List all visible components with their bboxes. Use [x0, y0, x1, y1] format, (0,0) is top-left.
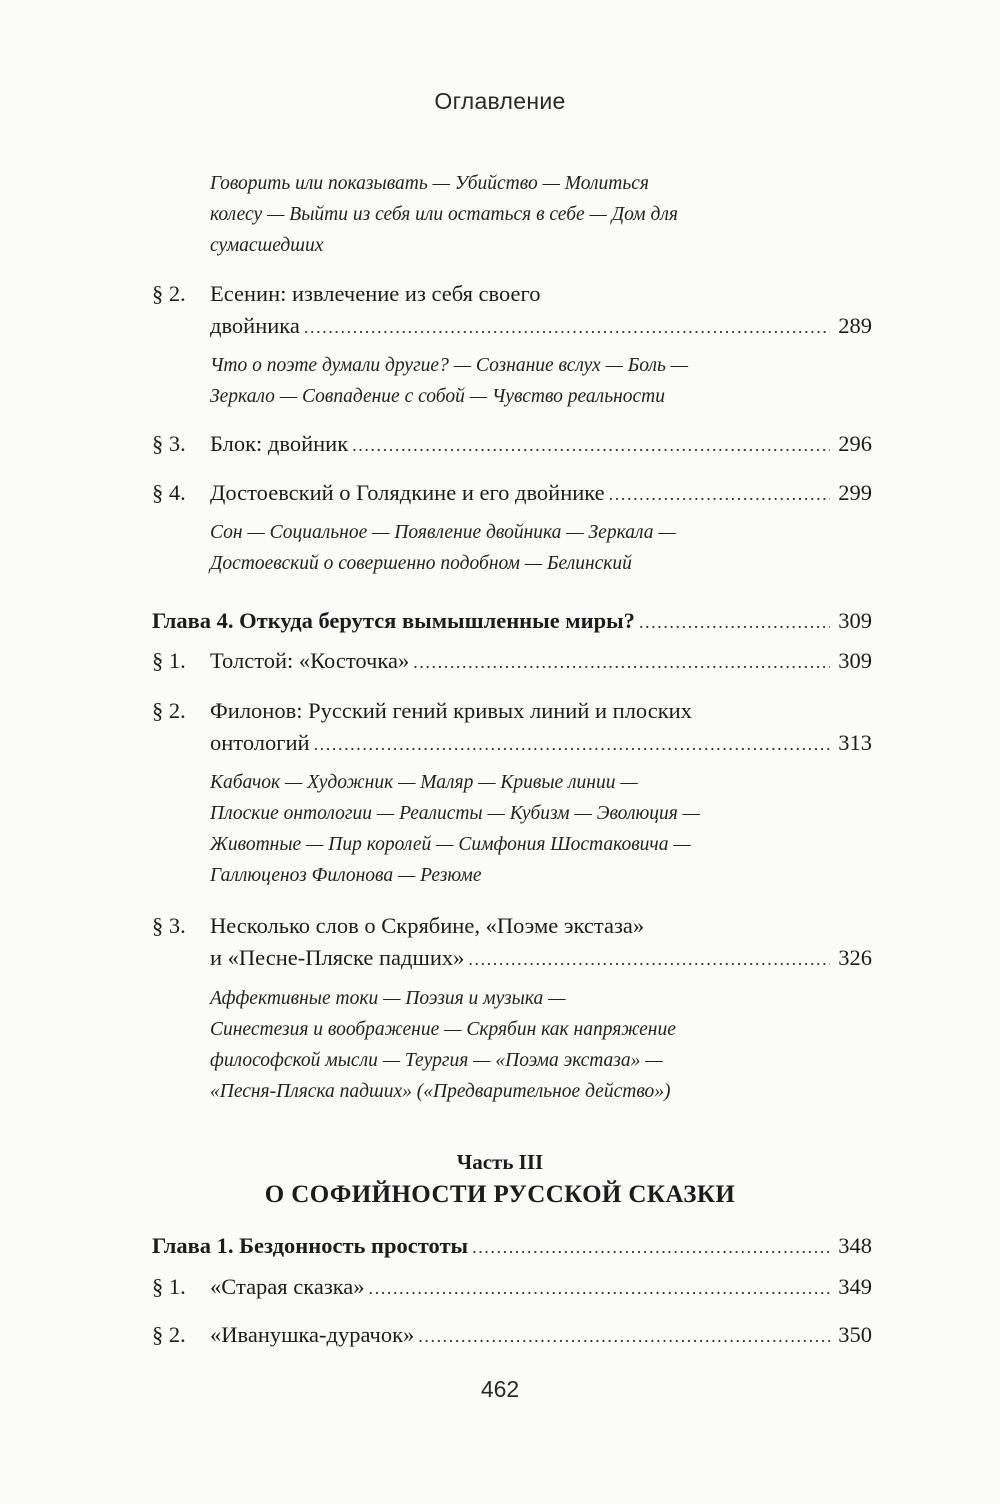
page-number: 349	[838, 1274, 872, 1299]
subtopic-line: колесу — Выйти из себя или остаться в себе — Дом для	[210, 204, 678, 225]
dot-leader	[369, 1272, 831, 1304]
subtopic-line: Что о поэте думали другие? — Сознание вслух — Боль —	[210, 355, 689, 376]
section-number: § 1.	[152, 648, 186, 673]
subtopic-line: Кабачок — Художник — Маляр — Кривые линии —	[210, 772, 638, 793]
subtopic-line: философской мысли — Теургия — «Поэма экстаза» —	[210, 1050, 663, 1071]
page-number: 313	[838, 730, 872, 755]
section-number: § 2.	[152, 1322, 186, 1347]
dot-leader	[472, 1231, 830, 1263]
section-number: § 2.	[152, 281, 186, 306]
leader-line	[210, 942, 872, 975]
entry-title: Достоевский о Голядкине и его двойнике	[210, 480, 605, 505]
entry-title: и «Песне-Пляске падших»	[210, 945, 465, 970]
subtopic-line: Аффективные токи — Поэзия и музыка —	[210, 988, 566, 1009]
section-number: § 3.	[152, 431, 186, 456]
dot-leader	[304, 311, 830, 343]
subtopics-continued	[210, 168, 810, 261]
leader-line	[210, 428, 872, 461]
part-title: О СОФИЙНОСТИ РУССКОЙ СКАЗКИ	[264, 1181, 736, 1208]
section-number: § 3.	[152, 913, 186, 938]
section-number: § 4.	[152, 480, 186, 505]
page-number: 309	[838, 608, 872, 633]
dot-leader	[314, 728, 831, 760]
entry-title: онтологий	[210, 730, 310, 755]
entry-title: «Старая сказка»	[210, 1274, 365, 1299]
subtopic-line: Животные — Пир королей — Симфония Шостаковича —	[210, 834, 691, 855]
leader-line	[210, 1271, 872, 1304]
leader-line	[152, 1230, 872, 1263]
entry-title: Толстой: «Косточка»	[210, 648, 410, 673]
page-number-footer: 462	[480, 1376, 520, 1402]
dot-leader	[352, 429, 830, 461]
leader-line	[210, 310, 872, 343]
entry-title: Несколько слов о Скрябине, «Поэме экстаза»	[210, 913, 645, 938]
page-number: 350	[838, 1322, 872, 1347]
section-number: § 2.	[152, 698, 186, 723]
subtopic-line: «Песня-Пляска падших» («Предварительное действо»)	[210, 1081, 671, 1102]
entry-title: «Иванушка-дурачок»	[210, 1322, 415, 1347]
entry-title: Блок: двойник	[210, 431, 349, 456]
dot-leader	[413, 646, 830, 678]
subtopics	[210, 983, 810, 1107]
subtopic-line: Синестезия и воображение — Скрябин как напряжение	[210, 1019, 676, 1040]
page-number: 299	[838, 480, 872, 505]
dot-leader	[418, 1320, 830, 1352]
part-label: Часть III	[456, 1150, 544, 1174]
page-number: 326	[838, 945, 872, 970]
subtopics	[210, 767, 810, 891]
page-number: 296	[838, 431, 872, 456]
subtopic-line: Сон — Социальное — Появление двойника — Зеркала —	[210, 522, 676, 543]
running-head: Оглавление	[434, 88, 566, 114]
leader-line	[210, 477, 872, 510]
page-number: 348	[838, 1233, 872, 1258]
entry-title: двойника	[210, 313, 300, 338]
dot-leader	[609, 478, 831, 510]
subtopic-line: Говорить или показывать — Убийство — Молиться	[210, 173, 649, 194]
dot-leader	[468, 943, 830, 975]
dot-leader	[639, 606, 830, 638]
page-number: 309	[838, 648, 872, 673]
chapter-title: Глава 4. Откуда берутся вымышленные миры?	[152, 608, 635, 633]
subtopics	[210, 350, 810, 412]
subtopic-line: Зеркало — Совпадение с собой — Чувство реальности	[210, 386, 665, 407]
entry-title: Филонов: Русский гений кривых линий и плоских	[210, 698, 692, 723]
subtopic-line: Галлюценоз Филонова — Резюме	[210, 865, 482, 886]
leader-line	[210, 1319, 872, 1352]
subtopics	[210, 517, 810, 579]
entry-title: Есенин: извлечение из себя своего	[210, 281, 541, 306]
leader-line	[210, 645, 872, 678]
subtopic-line: сумасшедших	[210, 235, 324, 256]
subtopic-line: Достоевский о совершенно подобном — Белинский	[210, 553, 632, 574]
leader-line	[210, 727, 872, 760]
chapter-title: Глава 1. Бездонность простоты	[152, 1233, 469, 1258]
leader-line	[152, 605, 872, 638]
subtopic-line: Плоские онтологии — Реалисты — Кубизм — Эволюция —	[210, 803, 700, 824]
section-number: § 1.	[152, 1274, 186, 1299]
page-number: 289	[838, 313, 872, 338]
